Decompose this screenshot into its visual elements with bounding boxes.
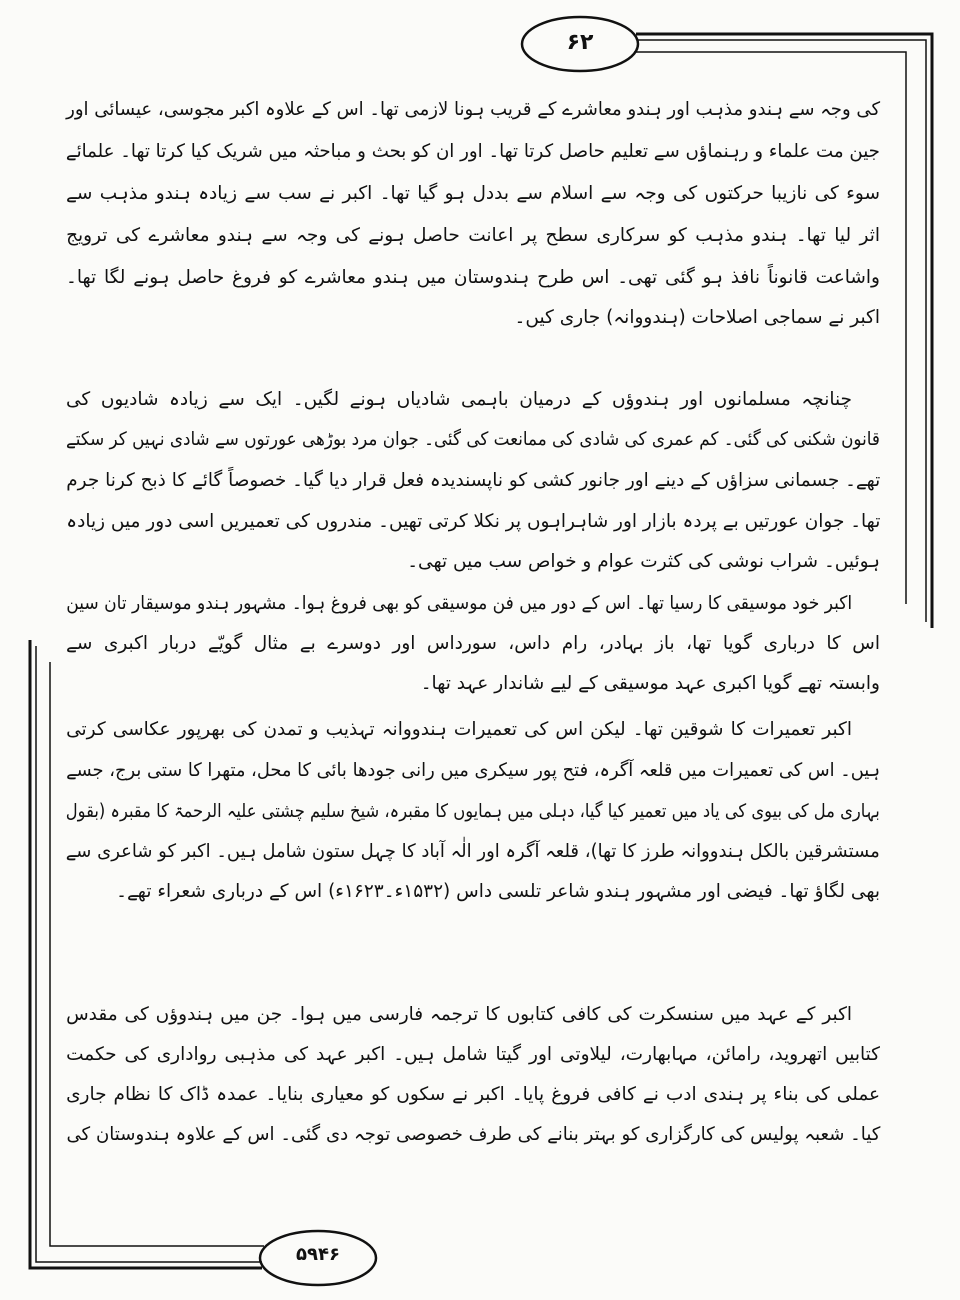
text-line-content: کی وجہ سے ہندو مذہب اور ہندو معاشرے کے قریب ہونا لازمی تھا۔ اس کے علاوہ اکبر مجوسی، عیسائی اور xyxy=(66,99,880,120)
text-line-content: وابستہ تھے گویا اکبری عہد موسیقی کے لیے شاندار عہد تھا۔ xyxy=(420,673,880,694)
text-line xyxy=(66,1117,880,1153)
text-line xyxy=(66,874,880,910)
text-line xyxy=(66,504,880,540)
text-line xyxy=(66,176,880,212)
text-line-content: سوء کی نازیبا حرکتوں کی وجہ سے اسلام سے بددل ہو گیا تھا۔ اکبر نے سب سے زیادہ ہندو مذہب سے xyxy=(66,183,880,204)
text-line-content: ہیں۔ اس کی تعمیرات میں قلعہ آگرہ، فتح پور سیکری میں رانی جودھا بائی کا محل، متھرا کا ستی برج، جسے xyxy=(65,760,880,781)
text-line xyxy=(66,382,852,418)
text-line-content: چنانچہ مسلمانوں اور ہندوؤں کے درمیان باہمی شادیاں ہونے لگیں۔ ایک سے زیادہ شادیوں کی xyxy=(66,389,852,410)
text-line xyxy=(66,626,880,662)
text-line xyxy=(66,422,880,458)
text-line xyxy=(66,134,880,170)
text-line-content: اس کا درباری گویا تھا، باز بہادر، رام داس، سورداس اور دوسرے بے مثال گویّے دربار اکبری سے xyxy=(66,633,880,654)
text-line xyxy=(66,1077,880,1113)
page-number-bottom: ۵۹۴۶ xyxy=(296,1244,340,1265)
text-line xyxy=(66,300,880,336)
text-line-content: واشاعت قانوناً نافذ ہو گئی تھی۔ اس طرح ہندوستان میں ہندو معاشرے کو فروغ حاصل ہونے لگا تھا۔ xyxy=(66,267,880,288)
text-line-content: بھی لگاؤ تھا۔ فیضی اور مشہور ہندو شاعر تلسی داس (۱۵۳۲ء۔۱۶۲۳ء) اس کے درباری شعراء تھے۔ xyxy=(116,881,880,902)
text-line xyxy=(66,218,880,254)
text-line-content: قانون شکنی کی گئی۔ کم عمری کی شادی کی ممانعت کی گئی۔ جوان مرد بوڑھی عورتوں سے شادی نہیں کر سکتے xyxy=(66,429,880,450)
text-line-content: عملی کی بناء پر ہندی ادب نے کافی فروغ پایا۔ اکبر نے سکوں کو معیاری بنایا۔ عمدہ ڈاک کا نظام جاری xyxy=(66,1084,880,1105)
text-line-content: تھے۔ جسمانی سزاؤں کے دینے اور جانور کشی کو ناپسندیدہ فعل قرار دیا گیا۔ خصوصاً گائے کا ذبح کرنا جرم xyxy=(65,470,880,491)
text-line xyxy=(66,260,880,296)
text-line-content: اکبر خود موسیقی کا رسیا تھا۔ اس کے دور میں فن موسیقی کو بھی فروغ ہوا۔ مشہور ہندو موسیقار تان سین xyxy=(66,593,852,614)
text-line xyxy=(66,463,880,499)
text-line-content: اثر لیا تھا۔ ہندو مذہب کو سرکاری سطح پر اعانت حاصل ہونے کی وجہ سے ہندو معاشرے کی ترویج xyxy=(66,225,880,246)
text-line xyxy=(66,544,880,580)
text-line xyxy=(66,1037,880,1073)
page-number-top: ۶۲ xyxy=(566,30,594,55)
text-line xyxy=(66,997,852,1033)
text-line xyxy=(66,753,880,789)
text-line xyxy=(66,666,880,702)
text-line-content: تھا۔ جوان عورتیں بے پردہ بازار اور شاہراہوں پر نکلا کرتی تھیں۔ مندروں کی تعمیریں اسی دور میں زیادہ xyxy=(65,511,880,532)
text-line-content: اکبر نے سماجی اصلاحات (ہندووانہ) جاری کیں۔ xyxy=(514,307,880,328)
text-line-content: اکبر کے عہد میں سنسکرت کی کافی کتابوں کا ترجمہ فارسی میں ہوا۔ جن میں ہندوؤں کی مقدس xyxy=(66,1004,852,1025)
text-line-content: مستشرقین بالکل ہندووانہ طرز کا تھا)، قلعہ آگرہ اور الٰہ آباد کا چہل ستون شامل ہیں۔ اکبر کو شاعری سے xyxy=(66,841,880,862)
text-line-content: ہوئیں۔ شراب نوشی کی کثرت عوام و خواص سب میں تھی۔ xyxy=(407,551,880,572)
text-line xyxy=(66,834,880,870)
text-line-content: بہاری مل کی بیوی کی یاد میں تعمیر کیا گیا، دہلی میں ہمایوں کا مقبرہ، شیخ سلیم چشتی علیہ الرحمۃ کا مقبرہ (بقول xyxy=(65,801,880,822)
text-line xyxy=(66,92,880,128)
text-line-content: کیا۔ شعبہ پولیس کی کارگزاری کو بہتر بنانے کی طرف خصوصی توجہ دی گئی۔ اس کے علاوہ ہندوستان کی xyxy=(66,1124,880,1145)
text-line xyxy=(66,794,880,830)
text-line xyxy=(66,586,852,622)
text-line-content: کتابیں اتھروید، رامائن، مہابھارت، لیلاوتی اور گیتا شامل ہیں۔ اکبر عہد کی مذہبی رواداری کی حکمت xyxy=(66,1044,880,1065)
text-line-content: اکبر تعمیرات کا شوقین تھا۔ لیکن اس کی تعمیرات ہندووانہ تہذیب و تمدن کی بھرپور عکاسی کرتی xyxy=(66,719,852,740)
text-line-content: جین مت علماء و رہنماؤں سے تعلیم حاصل کرتا تھا۔ اور ان کو بحث و مباحثہ میں شریک کیا کرتا تھا۔ علمائے xyxy=(65,141,880,162)
text-line xyxy=(66,712,852,748)
